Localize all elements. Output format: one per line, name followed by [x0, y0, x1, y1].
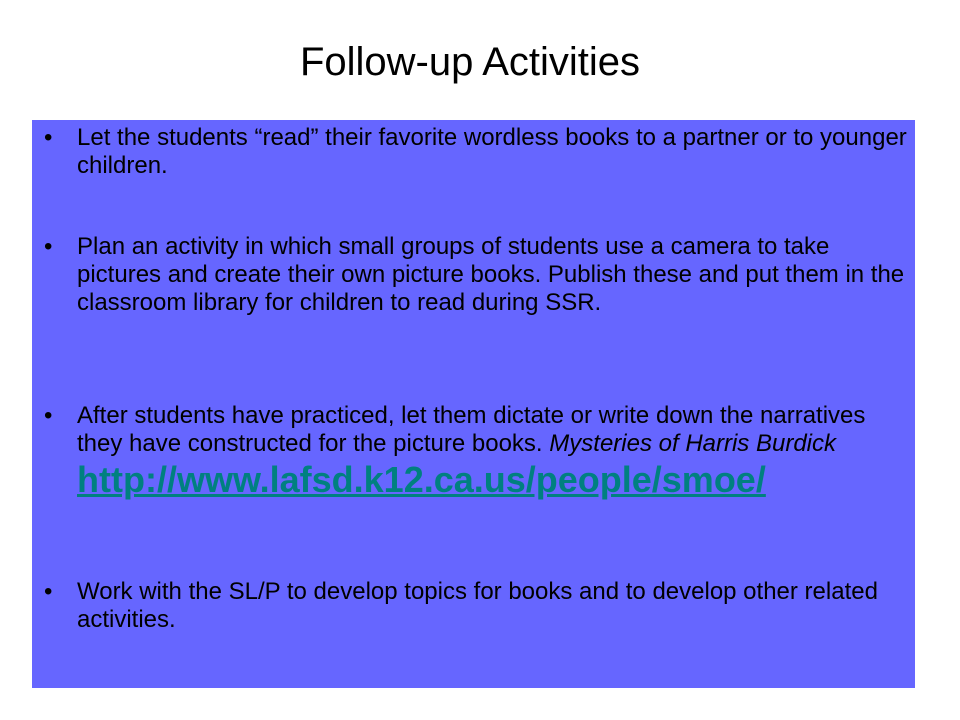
- content-box: [32, 120, 915, 688]
- bullet-text-container: [77, 402, 907, 502]
- bullet-icon: •: [44, 124, 53, 151]
- bullet-text: After students have practiced, let them dictate or write down the narratives they have constructed for the picture books.: [77, 402, 866, 457]
- bullet-icon: •: [44, 402, 53, 429]
- book-title: Mysteries of Harris Burdick: [549, 430, 837, 457]
- bullet-text: Work with the SL/P to develop topics for books and to develop other related activities.: [77, 578, 878, 633]
- bullet-icon: •: [44, 578, 53, 605]
- bullet-text: Let the students “read” their favorite wordless books to a partner or to younger children.: [77, 124, 907, 179]
- resource-link[interactable]: http://www.lafsd.k12.ca.us/people/smoe/: [77, 459, 766, 500]
- bullet-icon: •: [44, 233, 53, 260]
- bullet-text: Plan an activity in which small groups of students use a camera to take pictures and create their own picture books. Publish these and put them in the classroom library for children to read during SSR.: [77, 233, 905, 316]
- slide-title: Follow-up Activities: [299, 40, 641, 84]
